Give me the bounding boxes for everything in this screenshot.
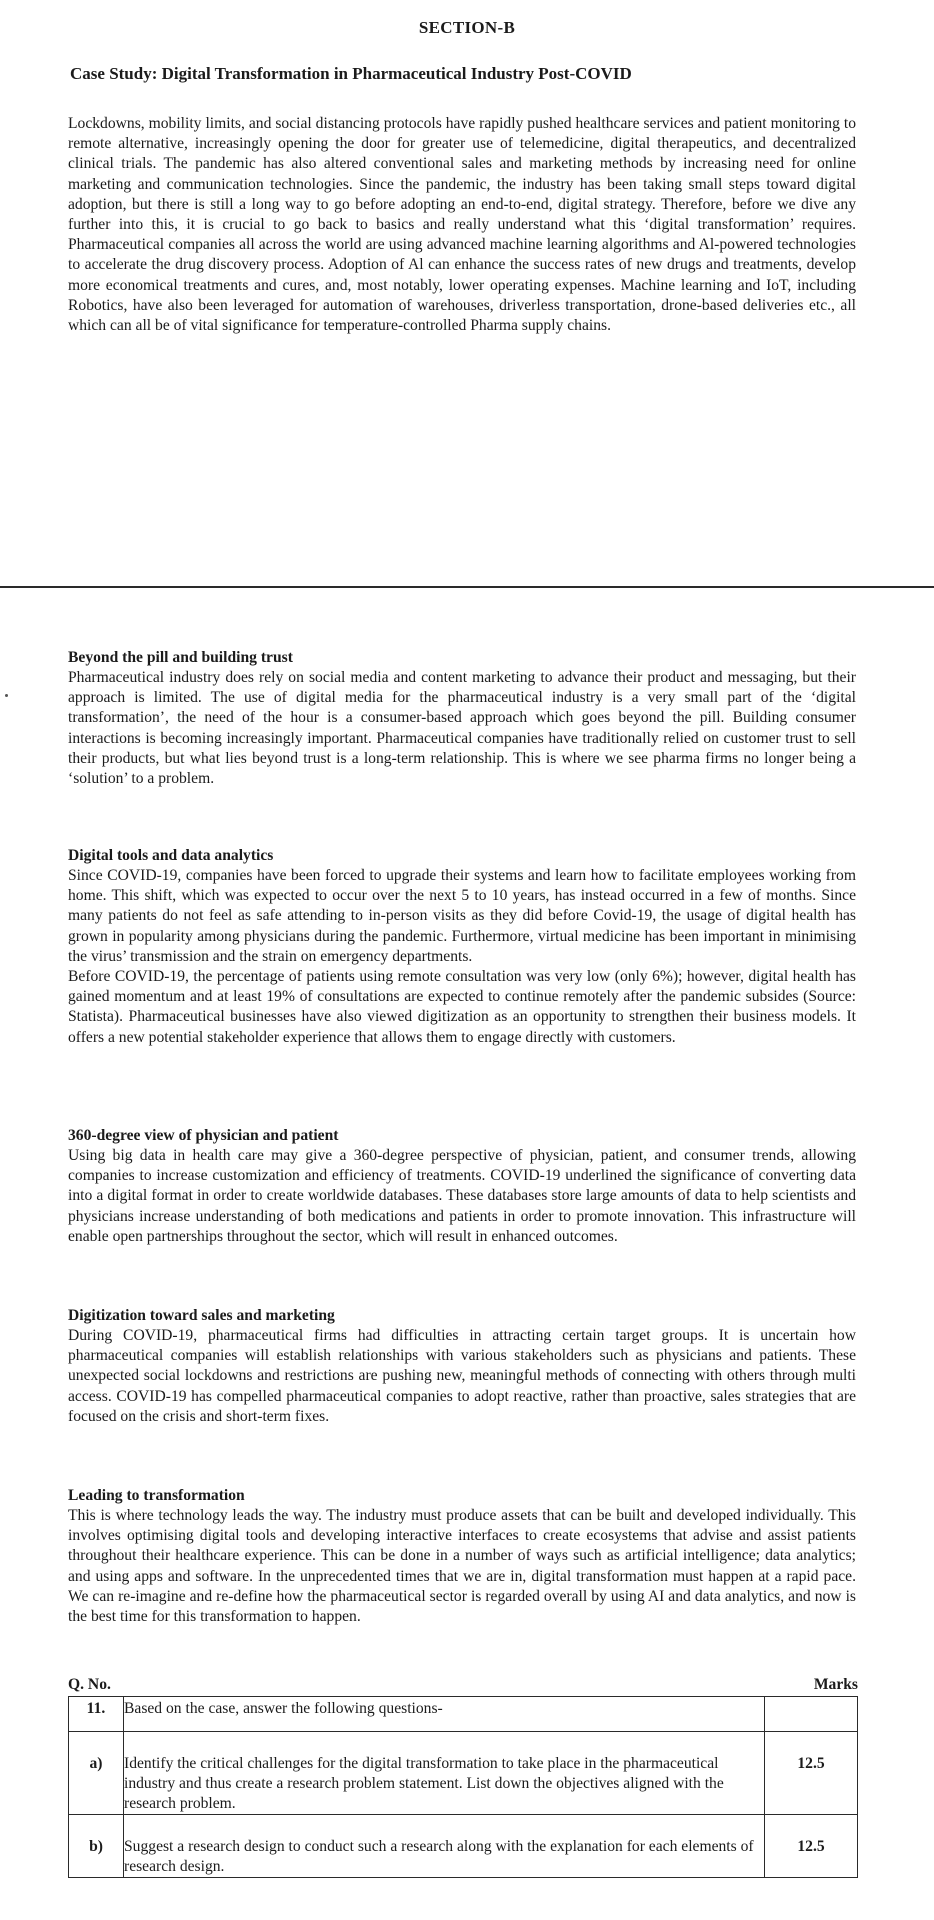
question-text: Suggest a research design to conduct such a research along with the explanation for each elements of research design. xyxy=(124,1838,754,1875)
question-text: Based on the case, answer the following questions- xyxy=(124,1697,765,1732)
section-body: This is where technology leads the way. The industry must produce assets that can be built and developed individually. This involves optimising digital tools and developing interactive interfaces to create ecosystems that advise and assist patients throughout their healthcare experience. This can be done in a number of ways such as artificial intelligence; data analytics; and using apps and software. In the unprecedented times that we are in, digital transformation must happen at a rapid pace. We can re-imagine and re-define how the pharmaceutical sector is regarded overall by using AI and data analytics, and now is the best time for this transformation to happen. xyxy=(68,1507,856,1626)
scan-dot xyxy=(5,694,8,697)
section-360-view xyxy=(68,1126,856,1247)
table-row xyxy=(69,1732,858,1815)
qno-label: Q. No. xyxy=(68,1676,111,1693)
section-heading: 360-degree view of physician and patient xyxy=(68,1127,339,1144)
question-table-header xyxy=(68,1676,858,1696)
question-number: 11. xyxy=(69,1697,124,1732)
page-divider xyxy=(0,586,934,588)
section-digital-tools xyxy=(68,846,856,1048)
question-marks: 12.5 xyxy=(797,1755,825,1772)
table-row xyxy=(69,1697,858,1732)
section-heading: Beyond the pill and building trust xyxy=(68,649,293,666)
section-heading: Digital tools and data analytics xyxy=(68,847,274,864)
section-body: Before COVID-19, the percentage of patients using remote consultation was very low (only 6%); however, digital health has gained momentum and at least 19% of consultations are expected to continue remotely after the pandemic subsides (Source: Statista). Pharmaceutical businesses have also viewed digitization as an opportunity to strengthen their business models. It offers a new potential stakeholder experience that allows them to engage directly with customers. xyxy=(68,968,856,1046)
case-study-title: Case Study: Digital Transformation in Pharmaceutical Industry Post-COVID xyxy=(70,64,632,83)
question-marks xyxy=(765,1697,858,1732)
marks-label: Marks xyxy=(813,1676,858,1693)
section-title: SECTION-B xyxy=(418,18,516,37)
section-body: Since COVID-19, companies have been forced to upgrade their systems and learn how to facilitate employees working from home. This shift, which was expected to occur over the next 5 to 10 years, has instead occurred in a few of months. Since many patients do not feel as safe attending to in-person visits as they did before Covid-19, the usage of digital health has grown in popularity among physicians during the pandemic. Furthermore, virtual medicine has been important in minimising the virus’ transmission and the strain on emergency departments. xyxy=(68,867,856,965)
section-heading: Digitization toward sales and marketing xyxy=(68,1307,335,1324)
intro-paragraph: Lockdowns, mobility limits, and social distancing protocols have rapidly pushed healthcare services and patient monitoring to remote alternative, increasingly opening the door for greater use of telemedicine, digital therapeutics, and decentralized clinical trials. The pandemic has also altered conventional sales and marketing methods by increasing need for online marketing and communication technologies. Since the pandemic, the industry has been taking small steps toward digital adoption, but there is still a long way to go before adopting an end-to-end, digital strategy. Therefore, before we dive any further into this, it is crucial to go back to basics and really understand what this ‘digital transformation’ requires. Pharmaceutical companies all across the world are using advanced machine learning algorithms and Al-powered technologies to accelerate the drug discovery process. Adoption of Al can enhance the success rates of new drugs and treatments, develop more economical treatments and cures, and, most notably, lower operating expenses. Machine learning and IoT, including Robotics, have also been leveraged for automation of warehouses, driverless transportation, drone-based deliveries etc., all which can all be of vital significance for temperature-controlled Pharma supply chains. xyxy=(68,115,856,335)
section-body: Using big data in health care may give a 360-degree perspective of physician, patient, and consumer trends, allowing companies to increase customization and efficiency of treatments. COVID-19 underlined the significance of converting data into a digital format in order to create worldwide databases. These databases store large amounts of data to help scientists and physicians increase understanding of both medications and patients in order to promote innovation. This infrastructure will enable open partnerships throughout the sector, which will result in enhanced outcomes. xyxy=(68,1147,856,1245)
section-heading: Leading to transformation xyxy=(68,1487,245,1504)
question-marks: 12.5 xyxy=(797,1838,825,1855)
section-body: Pharmaceutical industry does rely on social media and content marketing to advance their product and messaging, but their approach is limited. The use of digital media for the pharmaceutical industry is a very small part of the ‘digital transformation’, the need of the hour is a consumer-based approach which goes beyond the pill. Building consumer interactions is becoming increasingly important. Pharmaceutical companies have traditionally relied on customer trust to sell their products, but what lies beyond trust is a long-term relationship. This is where we see pharma firms no longer being a ‘solution’ to a problem. xyxy=(68,669,856,788)
section-digitization xyxy=(68,1306,856,1427)
question-table xyxy=(68,1696,858,1878)
section-beyond-the-pill xyxy=(68,648,856,789)
question-number: a) xyxy=(89,1755,103,1772)
section-leading-transformation xyxy=(68,1486,856,1627)
question-number: b) xyxy=(89,1838,103,1855)
section-body: During COVID-19, pharmaceutical firms had difficulties in attracting certain target groups. It is uncertain how pharmaceutical companies will establish relationships with various stakeholders such as physicians and patients. These unexpected social lockdowns and restrictions are pushing new, meaningful methods of connecting with others through multi access. COVID-19 has compelled pharmaceutical companies to adopt reactive, rather than proactive, sales strategies that are focused on the crisis and short-term fixes. xyxy=(68,1327,856,1425)
question-text: Identify the critical challenges for the digital transformation to take place in the pharmaceutical industry and thus create a research problem statement. List down the objectives aligned with the research problem. xyxy=(124,1755,724,1812)
table-row xyxy=(69,1815,858,1878)
